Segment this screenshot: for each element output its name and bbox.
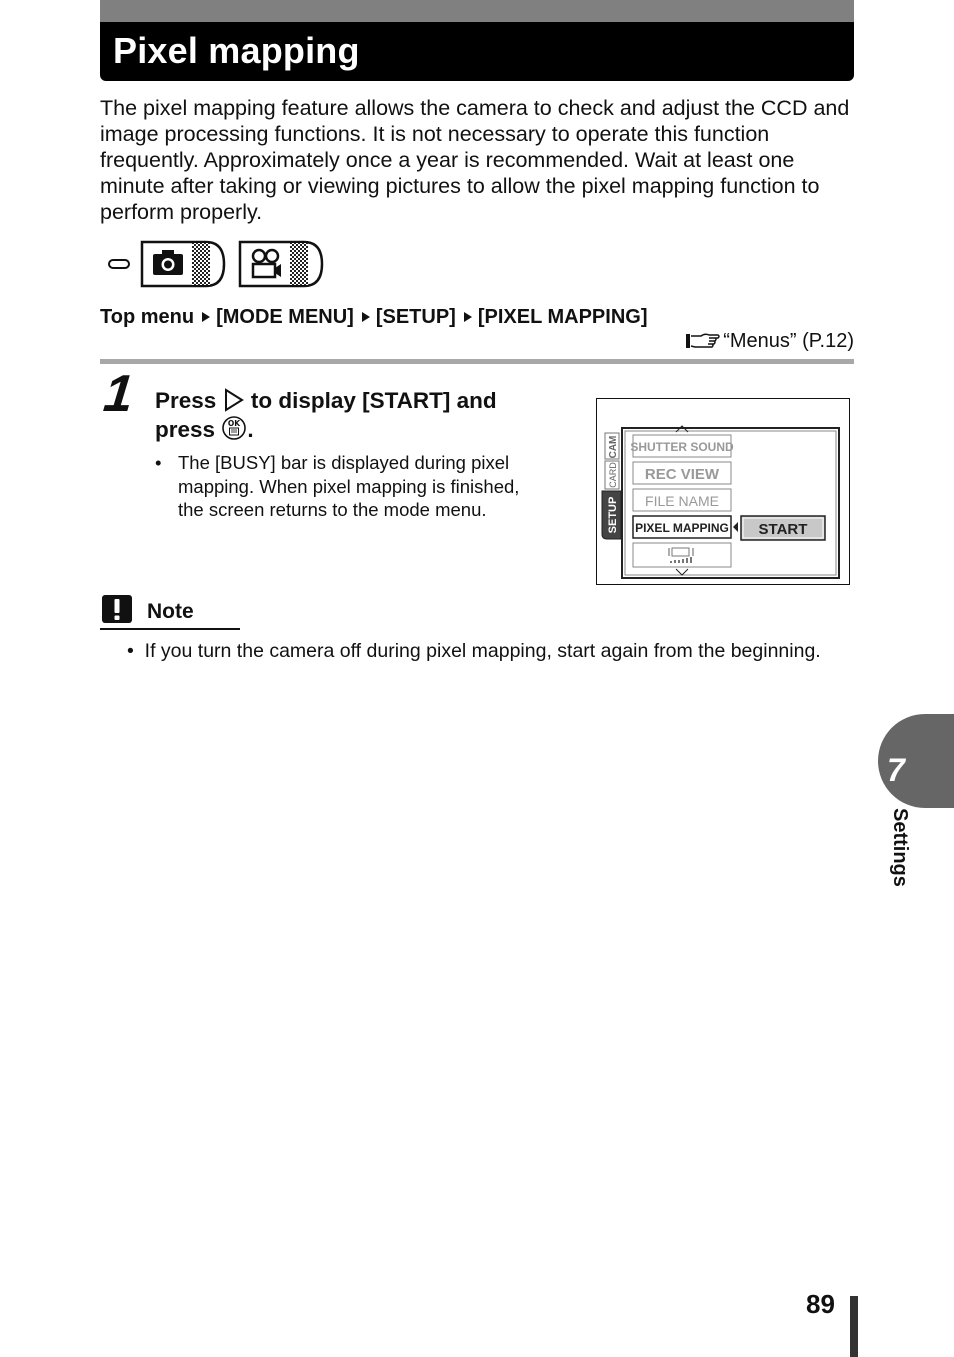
page-number-bar <box>850 1296 858 1357</box>
menu-path-item: Top menu <box>100 306 195 328</box>
instruction-text: . <box>247 417 254 442</box>
mode-dial-indicator-icon <box>108 259 130 269</box>
menu-path-item: [MODE MENU] <box>216 306 354 328</box>
camera-mode-icon <box>140 238 226 290</box>
instruction-text: to display [START] and <box>250 388 497 413</box>
intro-paragraph: The pixel mapping feature allows the camera to check and adjust the CCD and image processing functions. It is not necessary to operate this function frequently. Approximately once a year is recommended. Wait at least one minute after taking or viewing pictures to allow the pixel mapping function to perform properly. <box>100 96 850 224</box>
chapter-number: 7 <box>887 752 905 788</box>
mode-icons <box>108 238 328 294</box>
lcd-screen-illustration <box>596 398 850 585</box>
screen-item-pixel-mapping: PIXEL MAPPING <box>635 521 729 535</box>
instruction-text: press <box>155 417 216 442</box>
screen-item-file-name: FILE NAME <box>645 493 719 509</box>
menus-reference <box>685 328 854 354</box>
menu-path <box>100 304 647 330</box>
ok-button-icon <box>221 415 247 441</box>
screen-tab-card: CARD <box>608 462 618 488</box>
note-header <box>100 594 240 630</box>
banner-strip <box>100 0 854 22</box>
note-underline <box>100 628 240 630</box>
step-number: 1 <box>100 365 136 423</box>
chapter-label: Settings <box>889 808 911 887</box>
page-number: 89 <box>806 1289 835 1319</box>
step-instruction <box>155 387 575 444</box>
arrow-right-icon <box>362 312 370 322</box>
screen-item-rec-view: REC VIEW <box>644 466 720 483</box>
note-text: If you turn the camera off during pixel mapping, start again from the beginning. <box>144 640 821 662</box>
bullet-dot: • <box>155 452 162 473</box>
arrow-right-icon <box>464 312 472 322</box>
screen-tab-setup: SETUP <box>607 496 619 534</box>
setup-menu-graphic <box>597 399 848 583</box>
bullet-dot: • <box>127 640 145 662</box>
bullet-text: The [BUSY] bar is displayed during pixel mapping. When pixel mapping is finished, the screen returns to the mode menu. <box>178 452 520 520</box>
right-arrow-button-icon <box>223 388 245 412</box>
exclamation-icon <box>102 595 134 625</box>
reference-text: “Menus” (P.12) <box>723 330 854 352</box>
menu-path-item: [SETUP] <box>375 306 456 328</box>
page-title: Pixel mapping <box>113 30 360 71</box>
screen-option-start: START <box>758 521 808 538</box>
movie-mode-icon <box>238 238 324 290</box>
screen-item-shutter-sound: SHUTTER SOUND <box>630 440 734 454</box>
instruction-text: Press <box>155 388 217 413</box>
note-label: Note <box>147 600 194 623</box>
screen-tab-cam: CAM <box>608 435 619 459</box>
svg-text:OK: OK <box>228 419 241 428</box>
section-divider <box>100 359 854 364</box>
arrow-right-icon <box>202 312 210 322</box>
menu-path-item: [PIXEL MAPPING] <box>477 306 648 328</box>
note-bullet <box>127 638 867 664</box>
reference-hand-icon <box>685 331 721 351</box>
title-banner <box>100 0 854 81</box>
step-bullet <box>155 451 550 522</box>
chapter-tab <box>878 714 954 808</box>
